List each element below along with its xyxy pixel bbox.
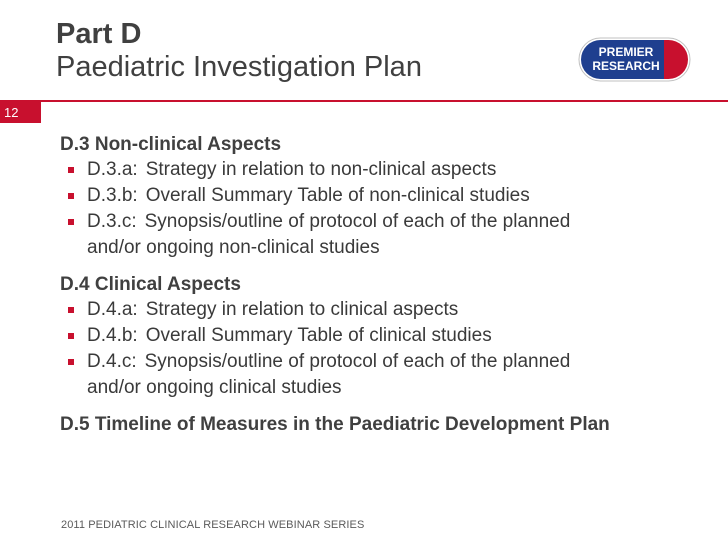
bullet-list [60, 157, 728, 261]
item-text: Synopsis/outline of protocol of each of the planned [144, 211, 571, 232]
logo-text-premier: PREMIER [598, 45, 654, 59]
title-line-subject: Paediatric Investigation Plan [56, 51, 422, 83]
section-d4 [60, 273, 728, 401]
item-code: D.3.c: [87, 211, 137, 232]
slide-title [56, 18, 422, 84]
bullet-square-icon [68, 167, 74, 173]
logo-text-research: RESEARCH [592, 59, 660, 73]
item-text-continued: and/or ongoing clinical studies [87, 377, 342, 398]
item-text: Strategy in relation to clinical aspects [145, 299, 459, 320]
item-code: D.4.a: [87, 299, 138, 320]
item-text: Synopsis/outline of protocol of each of the planned [144, 351, 571, 372]
item-text: Overall Summary Table of clinical studies [145, 325, 492, 346]
item-code: D.3.b: [87, 185, 138, 206]
item-code: D.3.a: [87, 159, 138, 180]
section-heading: D.4 Clinical Aspects [60, 274, 241, 295]
item-text: Overall Summary Table of non-clinical studies [145, 185, 530, 206]
title-line-part: Part D [56, 18, 142, 50]
bullet-square-icon [68, 333, 74, 339]
bullet-list [60, 297, 728, 401]
slide-number: 12 [0, 102, 41, 123]
footer-text: 2011 PEDIATRIC CLINICAL RESEARCH WEBINAR SERIES [61, 519, 365, 531]
bullet-square-icon [68, 307, 74, 313]
list-item [60, 323, 728, 349]
list-item [60, 157, 728, 183]
slide-content [60, 133, 728, 437]
section-heading: D.3 Non-clinical Aspects [60, 134, 282, 155]
list-item [60, 297, 728, 323]
item-code: D.4.b: [87, 325, 138, 346]
section-d3 [60, 133, 728, 261]
bullet-square-icon [68, 359, 74, 365]
bullet-square-icon [68, 219, 74, 225]
premier-research-logo [578, 37, 691, 82]
section-heading-d5: D.5 Timeline of Measures in the Paediatric Development Plan [60, 414, 610, 435]
item-text: Strategy in relation to non-clinical aspects [145, 159, 497, 180]
item-text-continued: and/or ongoing non-clinical studies [87, 237, 380, 258]
list-item [60, 349, 728, 401]
list-item [60, 209, 728, 261]
bullet-square-icon [68, 193, 74, 199]
title-divider [0, 100, 728, 102]
item-code: D.4.c: [87, 351, 137, 372]
list-item [60, 183, 728, 209]
